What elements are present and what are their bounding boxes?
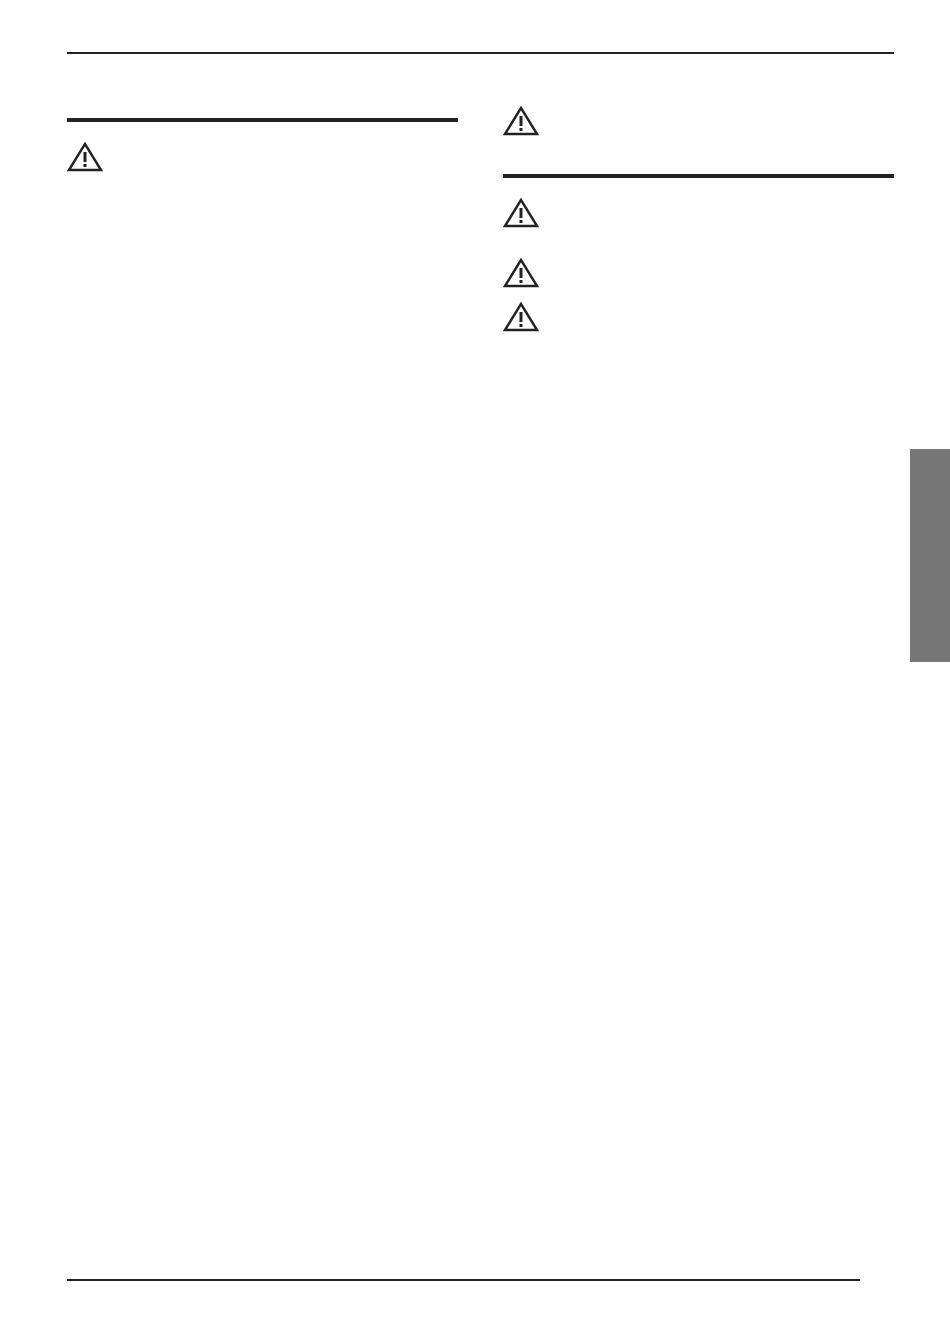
warning-icon (503, 302, 543, 342)
warning-icon (503, 258, 543, 298)
warning-note (503, 196, 894, 236)
top-rule (67, 52, 894, 54)
warning-icon (503, 198, 543, 238)
warning-note (503, 104, 894, 144)
language-tab-deutsch (910, 449, 950, 662)
warning-icon (503, 106, 543, 146)
bottom-rule (67, 1279, 860, 1281)
warning-icon (67, 142, 107, 182)
section-4-0-header (503, 174, 894, 178)
section-3-0-header (67, 118, 458, 122)
warning-note (503, 300, 894, 340)
left-column (67, 86, 458, 204)
warning-note (67, 140, 458, 180)
warning-note (503, 256, 894, 296)
right-column (503, 86, 894, 340)
